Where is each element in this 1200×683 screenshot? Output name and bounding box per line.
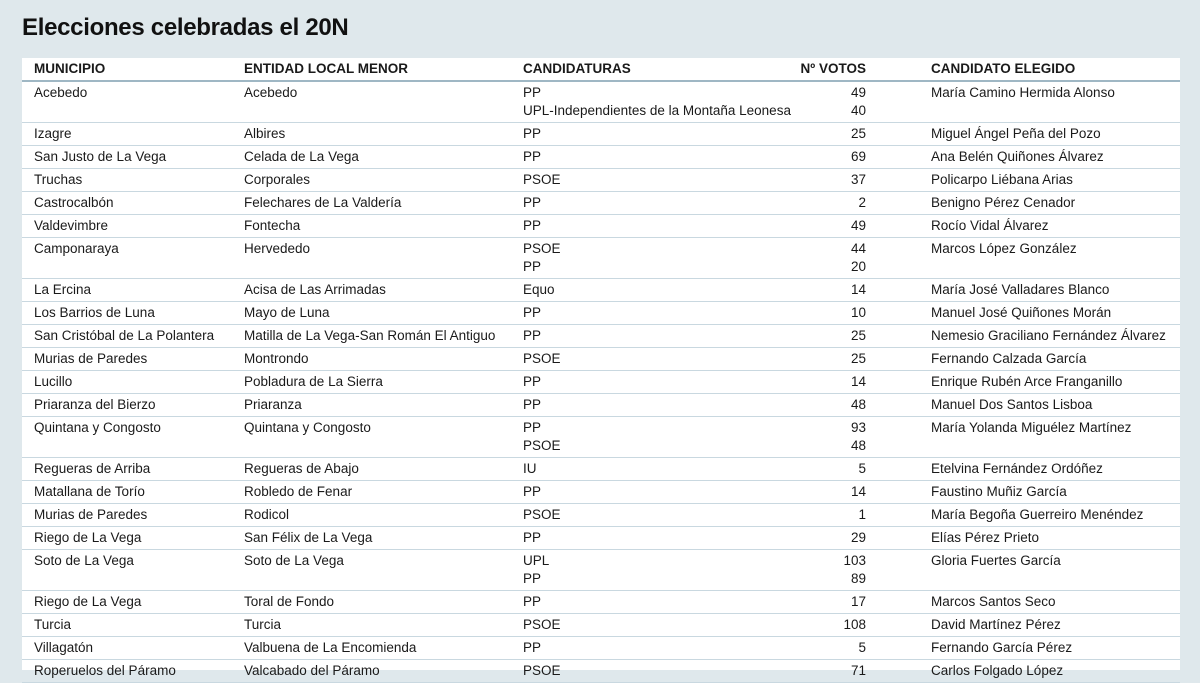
cell-entidad: Fontecha xyxy=(244,218,301,233)
candidatura-line: UPL-Independientes de la Montaña Leonesa xyxy=(523,103,791,118)
table-row xyxy=(22,123,1180,146)
cell-votos xyxy=(851,281,866,299)
cell-elegido: Manuel Dos Santos Lisboa xyxy=(931,397,1093,412)
cell-municipio: Izagre xyxy=(34,126,72,141)
cell-votos xyxy=(851,240,866,276)
votos-line: 25 xyxy=(850,351,866,366)
candidatura-line: PP xyxy=(523,85,542,100)
candidatura-line: PSOE xyxy=(523,241,561,256)
cell-entidad: Quintana y Congosto xyxy=(244,420,371,435)
table-row xyxy=(22,348,1180,371)
table-row xyxy=(22,504,1180,527)
cell-municipio: Quintana y Congosto xyxy=(34,420,161,435)
cell-elegido: Marcos López González xyxy=(931,241,1077,256)
cell-votos xyxy=(851,171,866,189)
cell-candidaturas xyxy=(523,419,561,455)
cell-candidaturas xyxy=(523,396,541,414)
cell-candidaturas xyxy=(523,350,561,368)
candidatura-line: PP xyxy=(523,530,542,545)
cell-candidaturas xyxy=(523,217,541,235)
votos-line: 29 xyxy=(850,530,866,545)
candidatura-line: PSOE xyxy=(523,617,561,632)
table-row xyxy=(22,82,1180,123)
cell-votos xyxy=(851,304,866,322)
table-row xyxy=(22,325,1180,348)
cell-municipio: Roperuelos del Páramo xyxy=(34,663,176,678)
candidatura-line: PP xyxy=(523,484,542,499)
cell-entidad: Montrondo xyxy=(244,351,309,366)
cell-votos xyxy=(851,593,866,611)
cell-entidad: Acebedo xyxy=(244,85,298,100)
cell-votos xyxy=(851,396,866,414)
cell-elegido: Benigno Pérez Cenador xyxy=(931,195,1076,210)
table-row xyxy=(22,302,1180,325)
table-row xyxy=(22,279,1180,302)
votos-line: 14 xyxy=(850,282,866,297)
candidatura-line: PSOE xyxy=(523,351,561,366)
cell-votos xyxy=(851,148,866,166)
votos-line: 2 xyxy=(858,195,866,210)
cell-entidad: Turcia xyxy=(244,617,282,632)
candidatura-line: PSOE xyxy=(523,438,561,453)
candidatura-line: PP xyxy=(523,259,542,274)
header-votos: Nº VOTOS xyxy=(800,61,866,76)
table-row xyxy=(22,192,1180,215)
votos-line: 103 xyxy=(843,553,866,568)
candidatura-line: PP xyxy=(523,126,542,141)
cell-entidad: Celada de La Vega xyxy=(244,149,359,164)
cell-votos xyxy=(858,460,866,478)
candidatura-line: PP xyxy=(523,640,542,655)
cell-votos xyxy=(851,217,866,235)
table-row xyxy=(22,146,1180,169)
header-candidaturas: CANDIDATURAS xyxy=(523,61,631,76)
cell-municipio: Villagatón xyxy=(34,640,94,655)
cell-candidaturas xyxy=(523,639,541,657)
cell-municipio: Matallana de Torío xyxy=(34,484,145,499)
cell-votos xyxy=(858,506,866,524)
cell-municipio: San Cristóbal de La Polantera xyxy=(34,328,215,343)
cell-entidad: Robledo de Fenar xyxy=(244,484,353,499)
table-row xyxy=(22,591,1180,614)
cell-candidaturas xyxy=(523,460,537,478)
cell-entidad: Albires xyxy=(244,126,286,141)
cell-votos xyxy=(851,373,866,391)
cell-municipio: Acebedo xyxy=(34,85,88,100)
votos-line: 1 xyxy=(858,507,866,522)
cell-votos xyxy=(851,483,866,501)
header-entidad: ENTIDAD LOCAL MENOR xyxy=(244,61,408,76)
candidatura-line: Equo xyxy=(523,282,555,297)
cell-candidaturas xyxy=(523,506,561,524)
cell-entidad: San Félix de La Vega xyxy=(244,530,373,545)
votos-line: 40 xyxy=(850,103,866,118)
cell-votos xyxy=(851,529,866,547)
cell-votos xyxy=(858,194,866,212)
cell-votos xyxy=(851,419,866,455)
cell-entidad: Regueras de Abajo xyxy=(244,461,359,476)
cell-elegido: Etelvina Fernández Ordóñez xyxy=(931,461,1103,476)
candidatura-line: UPL xyxy=(523,553,550,568)
cell-municipio: Regueras de Arriba xyxy=(34,461,151,476)
cell-votos xyxy=(858,639,866,657)
candidatura-line: PP xyxy=(523,218,542,233)
votos-line: 89 xyxy=(850,571,866,586)
table-row xyxy=(22,637,1180,660)
cell-candidaturas xyxy=(523,662,561,680)
cell-entidad: Priaranza xyxy=(244,397,302,412)
cell-elegido: María Camino Hermida Alonso xyxy=(931,85,1115,100)
page-title: Elecciones celebradas el 20N xyxy=(22,14,349,41)
cell-votos xyxy=(851,350,866,368)
cell-candidaturas xyxy=(523,529,541,547)
cell-entidad: Mayo de Luna xyxy=(244,305,330,320)
cell-candidaturas xyxy=(523,483,541,501)
votos-line: 108 xyxy=(843,617,866,632)
cell-elegido: Miguel Ángel Peña del Pozo xyxy=(931,126,1101,141)
table-row xyxy=(22,527,1180,550)
cell-municipio: Castrocalbón xyxy=(34,195,114,210)
votos-line: 49 xyxy=(850,85,866,100)
votos-line: 14 xyxy=(850,484,866,499)
cell-elegido: Gloria Fuertes García xyxy=(931,553,1061,568)
candidatura-line: PSOE xyxy=(523,663,561,678)
candidatura-line: PP xyxy=(523,420,542,435)
cell-votos xyxy=(843,552,866,588)
votos-line: 93 xyxy=(850,420,866,435)
votos-line: 48 xyxy=(850,438,866,453)
candidatura-line: PP xyxy=(523,305,542,320)
cell-entidad: Rodicol xyxy=(244,507,290,522)
votos-line: 5 xyxy=(858,640,866,655)
votos-line: 25 xyxy=(850,328,866,343)
cell-candidaturas xyxy=(523,125,541,143)
cell-elegido: Rocío Vidal Álvarez xyxy=(931,218,1049,233)
cell-entidad: Pobladura de La Sierra xyxy=(244,374,383,389)
cell-entidad: Acisa de Las Arrimadas xyxy=(244,282,386,297)
cell-entidad: Soto de La Vega xyxy=(244,553,344,568)
cell-entidad: Matilla de La Vega-San Román El Antiguo xyxy=(244,328,496,343)
candidatura-line: PSOE xyxy=(523,172,561,187)
votos-line: 5 xyxy=(858,461,866,476)
cell-municipio: Murias de Paredes xyxy=(34,351,148,366)
cell-candidaturas xyxy=(523,240,561,276)
table-row xyxy=(22,417,1180,458)
cell-municipio: Camponaraya xyxy=(34,241,119,256)
cell-votos xyxy=(843,616,866,634)
cell-entidad: Valcabado del Páramo xyxy=(244,663,380,678)
candidatura-line: PSOE xyxy=(523,507,561,522)
header-elegido: CANDIDATO ELEGIDO xyxy=(931,61,1076,76)
cell-candidaturas xyxy=(523,327,541,345)
table-row xyxy=(22,550,1180,591)
table-row xyxy=(22,614,1180,637)
cell-candidaturas xyxy=(523,616,561,634)
table-row xyxy=(22,458,1180,481)
votos-line: 44 xyxy=(850,241,866,256)
cell-candidaturas xyxy=(523,304,541,322)
cell-municipio: La Ercina xyxy=(34,282,92,297)
cell-elegido: Marcos Santos Seco xyxy=(931,594,1056,609)
cell-candidaturas xyxy=(523,552,549,588)
table-row xyxy=(22,660,1180,683)
cell-municipio: Soto de La Vega xyxy=(34,553,134,568)
cell-entidad: Hervededo xyxy=(244,241,311,256)
cell-entidad: Felechares de La Valdería xyxy=(244,195,402,210)
votos-line: 10 xyxy=(850,305,866,320)
cell-municipio: Los Barrios de Luna xyxy=(34,305,155,320)
cell-municipio: Murias de Paredes xyxy=(34,507,148,522)
table-row xyxy=(22,371,1180,394)
cell-entidad: Valbuena de La Encomienda xyxy=(244,640,417,655)
cell-votos xyxy=(851,327,866,345)
cell-elegido: Fernando Calzada García xyxy=(931,351,1087,366)
cell-elegido: María Yolanda Miguélez Martínez xyxy=(931,420,1132,435)
cell-elegido: María Begoña Guerreiro Menéndez xyxy=(931,507,1144,522)
cell-municipio: Lucillo xyxy=(34,374,73,389)
table-row xyxy=(22,481,1180,504)
cell-municipio: Valdevimbre xyxy=(34,218,109,233)
table-header xyxy=(22,58,1180,82)
cell-municipio: Truchas xyxy=(34,172,83,187)
cell-candidaturas xyxy=(523,281,555,299)
cell-elegido: David Martínez Pérez xyxy=(931,617,1061,632)
cell-elegido: Carlos Folgado López xyxy=(931,663,1064,678)
cell-candidaturas xyxy=(523,373,541,391)
table-body xyxy=(22,82,1180,683)
cell-votos xyxy=(851,84,866,120)
cell-municipio: Priaranza del Bierzo xyxy=(34,397,156,412)
votos-line: 49 xyxy=(850,218,866,233)
votos-line: 48 xyxy=(850,397,866,412)
cell-elegido: Elías Pérez Prieto xyxy=(931,530,1040,545)
cell-votos xyxy=(851,125,866,143)
cell-elegido: Policarpo Liébana Arias xyxy=(931,172,1073,187)
votos-line: 14 xyxy=(850,374,866,389)
votos-line: 25 xyxy=(850,126,866,141)
cell-elegido: Faustino Muñiz García xyxy=(931,484,1067,499)
votos-line: 17 xyxy=(850,594,866,609)
votos-line: 37 xyxy=(850,172,866,187)
cell-elegido: Fernando García Pérez xyxy=(931,640,1073,655)
table-row xyxy=(22,215,1180,238)
cell-municipio: Turcia xyxy=(34,617,72,632)
cell-candidaturas xyxy=(523,593,541,611)
table-row xyxy=(22,394,1180,417)
cell-entidad: Corporales xyxy=(244,172,311,187)
votos-line: 20 xyxy=(850,259,866,274)
cell-entidad: Toral de Fondo xyxy=(244,594,335,609)
cell-elegido: Enrique Rubén Arce Franganillo xyxy=(931,374,1123,389)
cell-elegido: Nemesio Graciliano Fernández Álvarez xyxy=(931,328,1166,343)
cell-municipio: San Justo de La Vega xyxy=(34,149,167,164)
cell-municipio: Riego de La Vega xyxy=(34,530,142,545)
votos-line: 71 xyxy=(850,663,866,678)
candidatura-line: PP xyxy=(523,328,542,343)
cell-candidaturas xyxy=(523,148,541,166)
candidatura-line: PP xyxy=(523,571,542,586)
candidatura-line: PP xyxy=(523,374,542,389)
table-row xyxy=(22,238,1180,279)
cell-candidaturas xyxy=(523,84,791,120)
candidatura-line: PP xyxy=(523,594,542,609)
cell-elegido: María José Valladares Blanco xyxy=(931,282,1110,297)
cell-candidaturas xyxy=(523,171,561,189)
candidatura-line: PP xyxy=(523,149,542,164)
candidatura-line: PP xyxy=(523,195,542,210)
table-row xyxy=(22,169,1180,192)
header-municipio: MUNICIPIO xyxy=(34,61,106,76)
cell-candidaturas xyxy=(523,194,541,212)
results-table xyxy=(22,58,1180,678)
cell-elegido: Ana Belén Quiñones Álvarez xyxy=(931,149,1104,164)
votos-line: 69 xyxy=(850,149,866,164)
cell-votos xyxy=(851,662,866,680)
candidatura-line: IU xyxy=(523,461,537,476)
cell-municipio: Riego de La Vega xyxy=(34,594,142,609)
candidatura-line: PP xyxy=(523,397,542,412)
cell-elegido: Manuel José Quiñones Morán xyxy=(931,305,1112,320)
